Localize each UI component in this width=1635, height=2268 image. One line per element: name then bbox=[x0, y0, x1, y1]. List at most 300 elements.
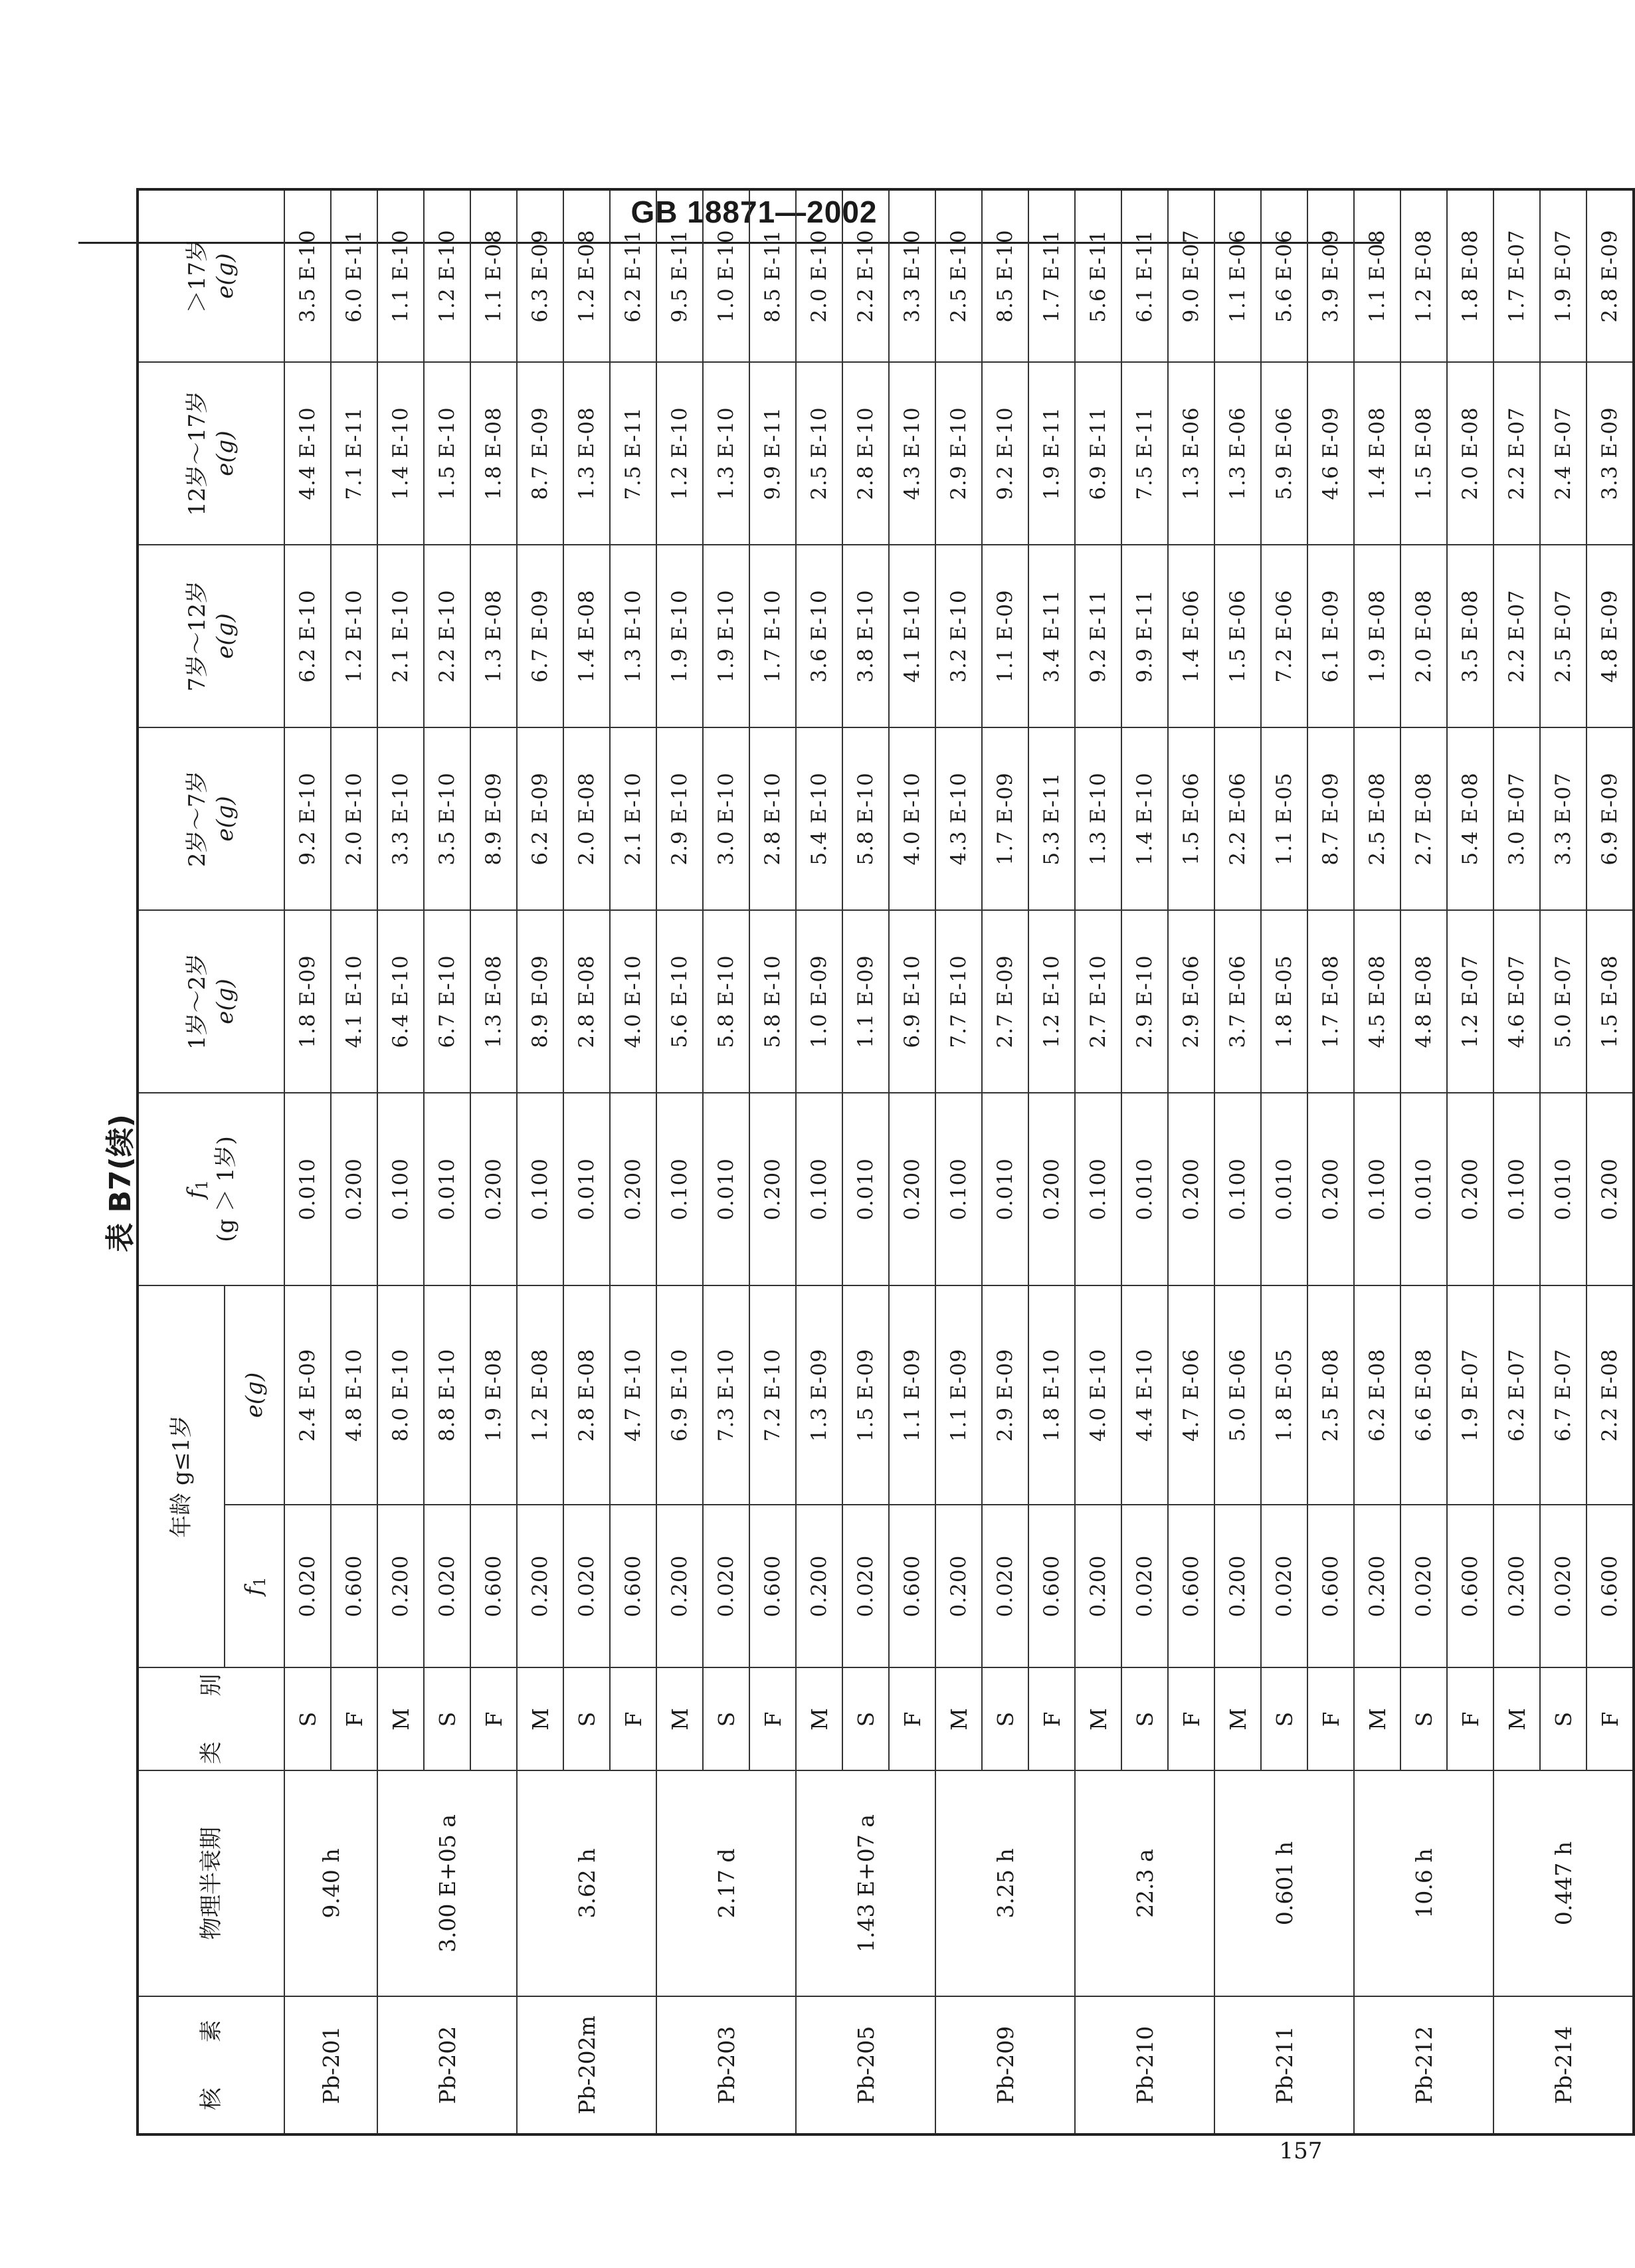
e-gt17-cell: 1.9 E-07 bbox=[1540, 189, 1587, 362]
e-7-12-cell: 3.8 E-10 bbox=[842, 545, 889, 727]
col-header-age-7-12: 7岁～12岁 e(g) bbox=[138, 545, 284, 727]
f1-infant-cell: 0.200 bbox=[377, 1505, 424, 1667]
table-row bbox=[1214, 189, 1261, 2134]
e-7-12-cell: 3.2 E-10 bbox=[935, 545, 982, 727]
class-cell: F bbox=[889, 1667, 935, 1770]
e-1-2-cell: 2.7 E-09 bbox=[982, 910, 1028, 1093]
e-gt17-cell: 5.6 E-11 bbox=[1075, 189, 1121, 362]
e-2-7-cell: 5.4 E-10 bbox=[796, 727, 842, 910]
f1-older-cell: 0.010 bbox=[1121, 1093, 1168, 1285]
f1-infant-cell: 0.200 bbox=[935, 1505, 982, 1667]
e-12-17-cell: 1.4 E-10 bbox=[377, 362, 424, 545]
class-cell: F bbox=[1307, 1667, 1354, 1770]
e-2-7-cell: 1.4 E-10 bbox=[1121, 727, 1168, 910]
e-12-17-cell: 5.9 E-06 bbox=[1261, 362, 1307, 545]
f1-older-cell: 0.010 bbox=[284, 1093, 331, 1285]
e-7-12-cell: 1.2 E-10 bbox=[331, 545, 377, 727]
f1-older-cell: 0.200 bbox=[889, 1093, 935, 1285]
e-infant-cell: 4.8 E-10 bbox=[331, 1285, 377, 1505]
f1-infant-cell: 0.020 bbox=[1540, 1505, 1587, 1667]
e-7-12-cell: 9.2 E-11 bbox=[1075, 545, 1121, 727]
e-12-17-cell: 2.4 E-07 bbox=[1540, 362, 1587, 545]
table-row bbox=[377, 189, 424, 2134]
e-7-12-cell: 1.9 E-08 bbox=[1354, 545, 1400, 727]
e-7-12-cell: 1.1 E-09 bbox=[982, 545, 1028, 727]
nuclide-cell: Pb-210 bbox=[1075, 1996, 1214, 2134]
f1-older-cell: 0.200 bbox=[1447, 1093, 1493, 1285]
e-7-12-cell: 1.9 E-10 bbox=[656, 545, 703, 727]
half-life-cell: 3.25 h bbox=[935, 1770, 1075, 1996]
e-gt17-cell: 1.2 E-08 bbox=[1400, 189, 1447, 362]
e-infant-cell: 1.8 E-10 bbox=[1028, 1285, 1075, 1505]
class-cell: M bbox=[1354, 1667, 1400, 1770]
e-1-2-cell: 6.9 E-10 bbox=[889, 910, 935, 1093]
class-cell: M bbox=[377, 1667, 424, 1770]
e-1-2-cell: 1.0 E-09 bbox=[796, 910, 842, 1093]
f1-older-cell: 0.200 bbox=[610, 1093, 656, 1285]
e-12-17-cell: 9.2 E-10 bbox=[982, 362, 1028, 545]
e-infant-cell: 8.8 E-10 bbox=[424, 1285, 470, 1505]
e-1-2-cell: 5.8 E-10 bbox=[749, 910, 796, 1093]
col-header-age-12-17: 12岁～17岁 e(g) bbox=[138, 362, 284, 545]
e-infant-cell: 5.0 E-06 bbox=[1214, 1285, 1261, 1505]
class-cell: M bbox=[796, 1667, 842, 1770]
f1-infant-cell: 0.200 bbox=[517, 1505, 563, 1667]
f1-older-cell: 0.010 bbox=[982, 1093, 1028, 1285]
table-body bbox=[284, 189, 1634, 2134]
e-gt17-cell: 1.1 E-06 bbox=[1214, 189, 1261, 362]
e-infant-cell: 4.7 E-06 bbox=[1168, 1285, 1214, 1505]
class-cell: F bbox=[749, 1667, 796, 1770]
e-2-7-cell: 2.7 E-08 bbox=[1400, 727, 1447, 910]
e-7-12-cell: 1.5 E-06 bbox=[1214, 545, 1261, 727]
e-gt17-cell: 1.7 E-07 bbox=[1493, 189, 1540, 362]
e-1-2-cell: 4.8 E-08 bbox=[1400, 910, 1447, 1093]
e-infant-cell: 4.4 E-10 bbox=[1121, 1285, 1168, 1505]
table-row bbox=[517, 189, 563, 2134]
class-cell: M bbox=[935, 1667, 982, 1770]
table-row bbox=[1075, 189, 1121, 2134]
e-7-12-cell: 3.5 E-08 bbox=[1447, 545, 1493, 727]
e-infant-cell: 6.2 E-08 bbox=[1354, 1285, 1400, 1505]
e-2-7-cell: 2.5 E-08 bbox=[1354, 727, 1400, 910]
e-2-7-cell: 6.2 E-09 bbox=[517, 727, 563, 910]
nuclide-cell: Pb-209 bbox=[935, 1996, 1075, 2134]
col-header-e-infant: e(g) bbox=[225, 1285, 284, 1505]
half-life-cell: 3.00 E+05 a bbox=[377, 1770, 517, 1996]
e-1-2-cell: 6.7 E-10 bbox=[424, 910, 470, 1093]
f1-older-cell: 0.100 bbox=[935, 1093, 982, 1285]
e-gt17-cell: 1.1 E-08 bbox=[1354, 189, 1400, 362]
e-1-2-cell: 1.7 E-08 bbox=[1307, 910, 1354, 1093]
e-7-12-cell: 2.2 E-10 bbox=[424, 545, 470, 727]
table-row bbox=[1493, 189, 1540, 2134]
e-2-7-cell: 2.2 E-06 bbox=[1214, 727, 1261, 910]
table-row bbox=[935, 189, 982, 2134]
e-infant-cell: 6.7 E-07 bbox=[1540, 1285, 1587, 1505]
e-1-2-cell: 1.1 E-09 bbox=[842, 910, 889, 1093]
e-2-7-cell: 4.3 E-10 bbox=[935, 727, 982, 910]
e-7-12-cell: 1.9 E-10 bbox=[703, 545, 749, 727]
f1-older-cell: 0.010 bbox=[1540, 1093, 1587, 1285]
e-2-7-cell: 6.9 E-09 bbox=[1587, 727, 1634, 910]
e-1-2-cell: 2.8 E-08 bbox=[563, 910, 610, 1093]
class-cell: S bbox=[1400, 1667, 1447, 1770]
e-1-2-cell: 3.7 E-06 bbox=[1214, 910, 1261, 1093]
class-cell: M bbox=[656, 1667, 703, 1770]
e-gt17-cell: 6.2 E-11 bbox=[610, 189, 656, 362]
e-1-2-cell: 1.2 E-07 bbox=[1447, 910, 1493, 1093]
class-cell: S bbox=[1261, 1667, 1307, 1770]
e-gt17-cell: 1.1 E-10 bbox=[377, 189, 424, 362]
e-1-2-cell: 4.5 E-08 bbox=[1354, 910, 1400, 1093]
e-1-2-cell: 5.8 E-10 bbox=[703, 910, 749, 1093]
e-7-12-cell: 7.2 E-06 bbox=[1261, 545, 1307, 727]
f1-older-cell: 0.100 bbox=[796, 1093, 842, 1285]
f1-infant-cell: 0.020 bbox=[284, 1505, 331, 1667]
e-2-7-cell: 8.7 E-09 bbox=[1307, 727, 1354, 910]
half-life-cell: 2.17 d bbox=[656, 1770, 796, 1996]
f1-infant-cell: 0.200 bbox=[656, 1505, 703, 1667]
f1-infant-cell: 0.020 bbox=[703, 1505, 749, 1667]
e-7-12-cell: 1.3 E-10 bbox=[610, 545, 656, 727]
f1-older-cell: 0.010 bbox=[842, 1093, 889, 1285]
class-cell: M bbox=[1214, 1667, 1261, 1770]
nuclide-cell: Pb-202m bbox=[517, 1996, 656, 2134]
e-7-12-cell: 2.2 E-07 bbox=[1493, 545, 1540, 727]
e-infant-cell: 1.3 E-09 bbox=[796, 1285, 842, 1505]
f1-infant-cell: 0.600 bbox=[1307, 1505, 1354, 1667]
nuclide-cell: Pb-212 bbox=[1354, 1996, 1493, 2134]
e-12-17-cell: 2.5 E-10 bbox=[796, 362, 842, 545]
e-1-2-cell: 7.7 E-10 bbox=[935, 910, 982, 1093]
f1-older-cell: 0.100 bbox=[377, 1093, 424, 1285]
f1-infant-cell: 0.020 bbox=[1121, 1505, 1168, 1667]
f1-infant-cell: 0.020 bbox=[1400, 1505, 1447, 1667]
half-life-cell: 0.601 h bbox=[1214, 1770, 1354, 1996]
class-cell: M bbox=[1075, 1667, 1121, 1770]
table-row bbox=[796, 189, 842, 2134]
e-12-17-cell: 1.5 E-08 bbox=[1400, 362, 1447, 545]
e-7-12-cell: 1.4 E-06 bbox=[1168, 545, 1214, 727]
class-cell: S bbox=[563, 1667, 610, 1770]
f1-infant-cell: 0.200 bbox=[1075, 1505, 1121, 1667]
e-1-2-cell: 1.5 E-08 bbox=[1587, 910, 1634, 1093]
class-cell: S bbox=[982, 1667, 1028, 1770]
f1-infant-cell: 0.200 bbox=[1214, 1505, 1261, 1667]
e-2-7-cell: 2.9 E-10 bbox=[656, 727, 703, 910]
e-infant-cell: 6.9 E-10 bbox=[656, 1285, 703, 1505]
f1-older-cell: 0.100 bbox=[1493, 1093, 1540, 1285]
e-gt17-cell: 3.5 E-10 bbox=[284, 189, 331, 362]
f1-infant-cell: 0.200 bbox=[796, 1505, 842, 1667]
f1-infant-cell: 0.020 bbox=[424, 1505, 470, 1667]
e-gt17-cell: 5.6 E-06 bbox=[1261, 189, 1307, 362]
e-1-2-cell: 4.1 E-10 bbox=[331, 910, 377, 1093]
e-2-7-cell: 1.1 E-05 bbox=[1261, 727, 1307, 910]
col-header-age-infant: 年龄 g≤1岁 bbox=[138, 1285, 225, 1667]
e-2-7-cell: 1.5 E-06 bbox=[1168, 727, 1214, 910]
col-header-half-life: 物理半衰期 bbox=[138, 1770, 284, 1996]
e-gt17-cell: 1.8 E-08 bbox=[1447, 189, 1493, 362]
e-1-2-cell: 4.6 E-07 bbox=[1493, 910, 1540, 1093]
e-12-17-cell: 4.3 E-10 bbox=[889, 362, 935, 545]
f1-older-cell: 0.200 bbox=[331, 1093, 377, 1285]
e-infant-cell: 7.3 E-10 bbox=[703, 1285, 749, 1505]
e-infant-cell: 4.7 E-10 bbox=[610, 1285, 656, 1505]
e-12-17-cell: 1.5 E-10 bbox=[424, 362, 470, 545]
f1-older-cell: 0.100 bbox=[656, 1093, 703, 1285]
e-7-12-cell: 1.3 E-08 bbox=[470, 545, 517, 727]
e-12-17-cell: 1.3 E-06 bbox=[1168, 362, 1214, 545]
nuclide-cell: Pb-214 bbox=[1493, 1996, 1634, 2134]
e-gt17-cell: 1.2 E-08 bbox=[563, 189, 610, 362]
e-7-12-cell: 2.0 E-08 bbox=[1400, 545, 1447, 727]
f1-older-cell: 0.200 bbox=[1168, 1093, 1214, 1285]
half-life-cell: 0.447 h bbox=[1493, 1770, 1634, 1996]
class-cell: F bbox=[470, 1667, 517, 1770]
e-gt17-cell: 2.0 E-10 bbox=[796, 189, 842, 362]
e-infant-cell: 1.9 E-07 bbox=[1447, 1285, 1493, 1505]
f1-infant-cell: 0.600 bbox=[1447, 1505, 1493, 1667]
e-infant-cell: 2.5 E-08 bbox=[1307, 1285, 1354, 1505]
e-7-12-cell: 2.1 E-10 bbox=[377, 545, 424, 727]
e-12-17-cell: 1.4 E-08 bbox=[1354, 362, 1400, 545]
e-2-7-cell: 4.0 E-10 bbox=[889, 727, 935, 910]
col-header-age-1-2: 1岁～2岁 e(g) bbox=[138, 910, 284, 1093]
class-cell: S bbox=[284, 1667, 331, 1770]
e-infant-cell: 4.0 E-10 bbox=[1075, 1285, 1121, 1505]
e-1-2-cell: 2.9 E-10 bbox=[1121, 910, 1168, 1093]
f1-older-cell: 0.010 bbox=[703, 1093, 749, 1285]
nuclide-cell: Pb-211 bbox=[1214, 1996, 1354, 2134]
class-cell: F bbox=[1587, 1667, 1634, 1770]
e-infant-cell: 2.8 E-08 bbox=[563, 1285, 610, 1505]
e-gt17-cell: 3.9 E-09 bbox=[1307, 189, 1354, 362]
e-2-7-cell: 2.1 E-10 bbox=[610, 727, 656, 910]
f1-infant-cell: 0.600 bbox=[1168, 1505, 1214, 1667]
e-2-7-cell: 3.5 E-10 bbox=[424, 727, 470, 910]
e-1-2-cell: 2.7 E-10 bbox=[1075, 910, 1121, 1093]
e-7-12-cell: 3.4 E-11 bbox=[1028, 545, 1075, 727]
f1-older-cell: 0.200 bbox=[749, 1093, 796, 1285]
f1-infant-cell: 0.600 bbox=[889, 1505, 935, 1667]
e-infant-cell: 1.1 E-09 bbox=[889, 1285, 935, 1505]
col-header-nuclide: 核 素 bbox=[138, 1996, 284, 2134]
e-infant-cell: 1.5 E-09 bbox=[842, 1285, 889, 1505]
e-12-17-cell: 7.1 E-11 bbox=[331, 362, 377, 545]
class-cell: F bbox=[331, 1667, 377, 1770]
f1-infant-cell: 0.020 bbox=[1261, 1505, 1307, 1667]
f1-older-cell: 0.010 bbox=[563, 1093, 610, 1285]
e-12-17-cell: 1.9 E-11 bbox=[1028, 362, 1075, 545]
e-gt17-cell: 1.7 E-11 bbox=[1028, 189, 1075, 362]
e-12-17-cell: 7.5 E-11 bbox=[1121, 362, 1168, 545]
e-gt17-cell: 2.2 E-10 bbox=[842, 189, 889, 362]
half-life-cell: 1.43 E+07 a bbox=[796, 1770, 935, 1996]
e-gt17-cell: 6.1 E-11 bbox=[1121, 189, 1168, 362]
e-7-12-cell: 4.8 E-09 bbox=[1587, 545, 1634, 727]
table-caption: 表 B7(续) bbox=[104, 1114, 138, 1252]
e-infant-cell: 8.0 E-10 bbox=[377, 1285, 424, 1505]
e-infant-cell: 7.2 E-10 bbox=[749, 1285, 796, 1505]
e-1-2-cell: 1.8 E-09 bbox=[284, 910, 331, 1093]
e-12-17-cell: 1.3 E-06 bbox=[1214, 362, 1261, 545]
e-1-2-cell: 4.0 E-10 bbox=[610, 910, 656, 1093]
e-1-2-cell: 1.8 E-05 bbox=[1261, 910, 1307, 1093]
col-header-f1-older: $f_1$ (g ＞ 1岁) bbox=[138, 1093, 284, 1285]
e-gt17-cell: 8.5 E-10 bbox=[982, 189, 1028, 362]
e-7-12-cell: 6.2 E-10 bbox=[284, 545, 331, 727]
half-life-cell: 9.40 h bbox=[284, 1770, 377, 1996]
e-infant-cell: 1.2 E-08 bbox=[517, 1285, 563, 1505]
f1-older-cell: 0.100 bbox=[1354, 1093, 1400, 1285]
e-infant-cell: 2.2 E-08 bbox=[1587, 1285, 1634, 1505]
e-2-7-cell: 3.0 E-10 bbox=[703, 727, 749, 910]
e-7-12-cell: 1.4 E-08 bbox=[563, 545, 610, 727]
e-12-17-cell: 7.5 E-11 bbox=[610, 362, 656, 545]
f1-older-cell: 0.100 bbox=[1075, 1093, 1121, 1285]
class-cell: S bbox=[703, 1667, 749, 1770]
half-life-cell: 22.3 a bbox=[1075, 1770, 1214, 1996]
e-2-7-cell: 1.3 E-10 bbox=[1075, 727, 1121, 910]
e-12-17-cell: 6.9 E-11 bbox=[1075, 362, 1121, 545]
document-header: GB 18871—2002 bbox=[630, 195, 878, 229]
e-1-2-cell: 5.0 E-07 bbox=[1540, 910, 1587, 1093]
f1-older-cell: 0.010 bbox=[1400, 1093, 1447, 1285]
e-gt17-cell: 6.0 E-11 bbox=[331, 189, 377, 362]
e-gt17-cell: 9.0 E-07 bbox=[1168, 189, 1214, 362]
e-2-7-cell: 5.3 E-11 bbox=[1028, 727, 1075, 910]
e-12-17-cell: 4.4 E-10 bbox=[284, 362, 331, 545]
e-2-7-cell: 2.8 E-10 bbox=[749, 727, 796, 910]
table-row bbox=[284, 189, 331, 2134]
f1-infant-cell: 0.020 bbox=[842, 1505, 889, 1667]
e-12-17-cell: 2.9 E-10 bbox=[935, 362, 982, 545]
nuclide-cell: Pb-205 bbox=[796, 1996, 935, 2134]
class-cell: M bbox=[517, 1667, 563, 1770]
f1-infant-cell: 0.600 bbox=[470, 1505, 517, 1667]
table-row bbox=[1354, 189, 1400, 2134]
e-12-17-cell: 9.9 E-11 bbox=[749, 362, 796, 545]
class-cell: S bbox=[424, 1667, 470, 1770]
e-12-17-cell: 2.8 E-10 bbox=[842, 362, 889, 545]
e-7-12-cell: 1.7 E-10 bbox=[749, 545, 796, 727]
e-2-7-cell: 9.2 E-10 bbox=[284, 727, 331, 910]
f1-infant-cell: 0.600 bbox=[610, 1505, 656, 1667]
f1-older-cell: 0.200 bbox=[1307, 1093, 1354, 1285]
half-life-cell: 3.62 h bbox=[517, 1770, 656, 1996]
table-row bbox=[656, 189, 703, 2134]
e-gt17-cell: 1.2 E-10 bbox=[424, 189, 470, 362]
e-7-12-cell: 9.9 E-11 bbox=[1121, 545, 1168, 727]
f1-infant-cell: 0.600 bbox=[1028, 1505, 1075, 1667]
e-2-7-cell: 3.3 E-10 bbox=[377, 727, 424, 910]
f1-older-cell: 0.200 bbox=[1587, 1093, 1634, 1285]
e-12-17-cell: 1.3 E-08 bbox=[563, 362, 610, 545]
f1-older-cell: 0.200 bbox=[1028, 1093, 1075, 1285]
e-7-12-cell: 3.6 E-10 bbox=[796, 545, 842, 727]
dose-coefficient-table bbox=[136, 188, 1635, 2136]
e-12-17-cell: 3.3 E-09 bbox=[1587, 362, 1634, 545]
e-7-12-cell: 6.1 E-09 bbox=[1307, 545, 1354, 727]
e-2-7-cell: 8.9 E-09 bbox=[470, 727, 517, 910]
page-number: 157 bbox=[1279, 2138, 1323, 2164]
e-gt17-cell: 1.0 E-10 bbox=[703, 189, 749, 362]
e-7-12-cell: 2.5 E-07 bbox=[1540, 545, 1587, 727]
class-cell: S bbox=[842, 1667, 889, 1770]
f1-older-cell: 0.010 bbox=[1261, 1093, 1307, 1285]
f1-infant-cell: 0.600 bbox=[749, 1505, 796, 1667]
class-cell: M bbox=[1493, 1667, 1540, 1770]
e-2-7-cell: 3.0 E-07 bbox=[1493, 727, 1540, 910]
e-infant-cell: 1.9 E-08 bbox=[470, 1285, 517, 1505]
e-12-17-cell: 4.6 E-09 bbox=[1307, 362, 1354, 545]
e-gt17-cell: 6.3 E-09 bbox=[517, 189, 563, 362]
e-gt17-cell: 2.5 E-10 bbox=[935, 189, 982, 362]
f1-older-cell: 0.010 bbox=[424, 1093, 470, 1285]
e-12-17-cell: 2.2 E-07 bbox=[1493, 362, 1540, 545]
f1-infant-cell: 0.200 bbox=[1493, 1505, 1540, 1667]
e-gt17-cell: 2.8 E-09 bbox=[1587, 189, 1634, 362]
e-7-12-cell: 4.1 E-10 bbox=[889, 545, 935, 727]
class-cell: S bbox=[1121, 1667, 1168, 1770]
e-1-2-cell: 1.3 E-08 bbox=[470, 910, 517, 1093]
f1-infant-cell: 0.600 bbox=[331, 1505, 377, 1667]
col-header-age-gt17: ＞17岁 e(g) bbox=[138, 189, 284, 362]
e-12-17-cell: 1.8 E-08 bbox=[470, 362, 517, 545]
class-cell: F bbox=[610, 1667, 656, 1770]
e-gt17-cell: 9.5 E-11 bbox=[656, 189, 703, 362]
e-infant-cell: 2.9 E-09 bbox=[982, 1285, 1028, 1505]
e-gt17-cell: 1.1 E-08 bbox=[470, 189, 517, 362]
e-gt17-cell: 8.5 E-11 bbox=[749, 189, 796, 362]
e-2-7-cell: 2.0 E-10 bbox=[331, 727, 377, 910]
class-cell: F bbox=[1028, 1667, 1075, 1770]
f1-infant-cell: 0.200 bbox=[1354, 1505, 1400, 1667]
f1-infant-cell: 0.020 bbox=[563, 1505, 610, 1667]
e-infant-cell: 2.4 E-09 bbox=[284, 1285, 331, 1505]
e-2-7-cell: 5.4 E-08 bbox=[1447, 727, 1493, 910]
f1-infant-cell: 0.600 bbox=[1587, 1505, 1634, 1667]
e-12-17-cell: 8.7 E-09 bbox=[517, 362, 563, 545]
class-cell: F bbox=[1168, 1667, 1214, 1770]
e-12-17-cell: 2.0 E-08 bbox=[1447, 362, 1493, 545]
half-life-cell: 10.6 h bbox=[1354, 1770, 1493, 1996]
rotated-table-area bbox=[96, 191, 1624, 2136]
e-infant-cell: 1.8 E-05 bbox=[1261, 1285, 1307, 1505]
e-12-17-cell: 1.2 E-10 bbox=[656, 362, 703, 545]
class-cell: F bbox=[1447, 1667, 1493, 1770]
class-cell: S bbox=[1540, 1667, 1587, 1770]
e-1-2-cell: 5.6 E-10 bbox=[656, 910, 703, 1093]
e-12-17-cell: 1.3 E-10 bbox=[703, 362, 749, 545]
e-2-7-cell: 2.0 E-08 bbox=[563, 727, 610, 910]
col-header-f1-infant: $f_1$ bbox=[225, 1505, 284, 1667]
e-2-7-cell: 3.3 E-07 bbox=[1540, 727, 1587, 910]
e-1-2-cell: 1.2 E-10 bbox=[1028, 910, 1075, 1093]
e-infant-cell: 6.6 E-08 bbox=[1400, 1285, 1447, 1505]
col-header-class: 类 别 bbox=[138, 1667, 284, 1770]
f1-older-cell: 0.100 bbox=[1214, 1093, 1261, 1285]
e-infant-cell: 1.1 E-09 bbox=[935, 1285, 982, 1505]
e-infant-cell: 6.2 E-07 bbox=[1493, 1285, 1540, 1505]
nuclide-cell: Pb-203 bbox=[656, 1996, 796, 2134]
e-1-2-cell: 8.9 E-09 bbox=[517, 910, 563, 1093]
f1-infant-cell: 0.020 bbox=[982, 1505, 1028, 1667]
f1-older-cell: 0.200 bbox=[470, 1093, 517, 1285]
nuclide-cell: Pb-202 bbox=[377, 1996, 517, 2134]
